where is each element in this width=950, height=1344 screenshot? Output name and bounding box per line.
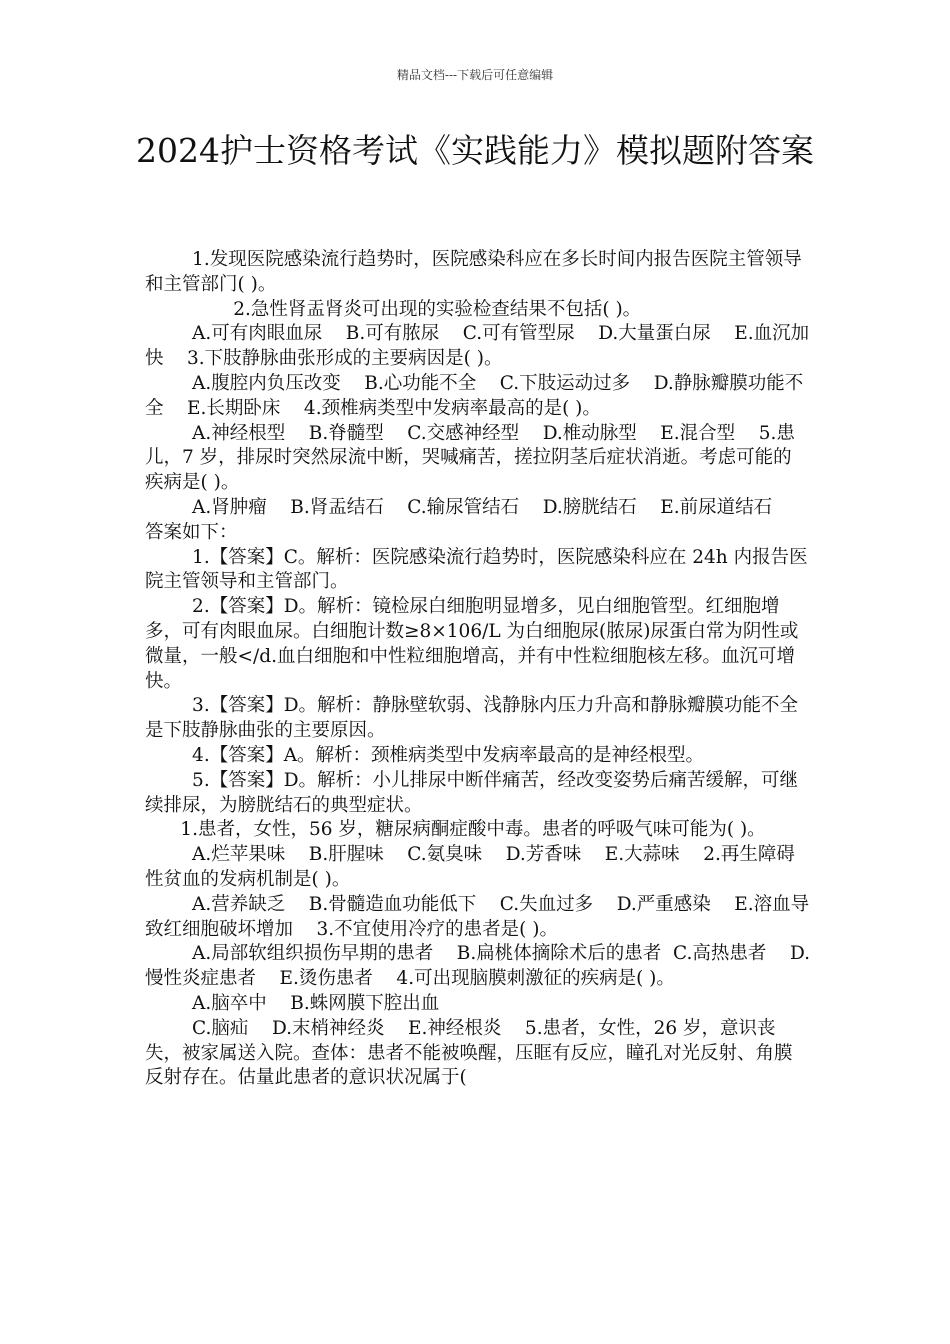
answer-5: 5.【答案】D。解析：小儿排尿中断伴痛苦，经改变姿势后痛苦缓解，可继续排尿，为膀胱结石的典型症状。 [145,769,799,816]
set2-options-q1-and-question-2: A.烂苹果味 B.肝腥味 C.氨臭味 D.芳香味 E.大蒜味 2.再生障碍性贫血的发病机制是( )。 [145,844,795,890]
set2-options-q4-part1: A.脑卒中 B.蛛网膜下腔出血 [145,992,440,1014]
answer-3: 3.【答案】D。解析：静脉壁软弱、浅静脉内压力升高和静脉瓣膜功能不全是下肢静脉曲张的主要原因。 [145,695,799,742]
set2-question-1: 1.患者，女性，56 岁，糖尿病酮症酸中毒。患者的呼吸气味可能为( )。 [145,819,766,841]
header-note: 精品文档---下载后可任意编辑 [396,68,554,82]
options-q4-and-question-5: A.神经根型 B.脊髓型 C.交感神经型 D.椎动脉型 E.混合型 5.患儿，7 岁，排尿时突然尿流中断，哭喊痛苦，搓拉阴茎后症状消逝。考虑可能的疾病是( )。 [145,422,795,494]
set2-options-q2-and-question-3: A.营养缺乏 B.骨髓造血功能低下 C.失血过多 D.严重感染 E.溶血导致红细胞破坏增加 3.不宜使用冷疗的患者是( )。 [145,893,810,940]
answer-2: 2.【答案】D。解析：镜检尿白细胞明显增多，见白细胞管型。红细胞增多，可有肉眼血尿。白细胞计数≥8×106/L 为白细胞尿(脓尿)尿蛋白常为阴性或微量，一般</d.血白细胞和中性粒细胞增高，并有中性粒细胞核左移。血沉可增快。 [145,596,799,692]
document-body [145,248,810,1091]
options-q5-and-answers-heading: A.肾肿瘤 B.肾盂结石 C.输尿管结石 D.膀胱结石 E.前尿道结石 答案如下： [145,496,796,543]
answer-1: 1.【答案】C。解析：医院感染流行趋势时，医院感染科应在 24h 内报告医院主管领导和主管部门。 [145,546,808,593]
options-q3-and-question-4: A.腹腔内负压改变 B.心功能不全 C.下肢运动过多 D.静脉瓣膜功能不全 E.长期卧床 4.颈椎病类型中发病率最高的是( )。 [145,372,804,419]
document-title: 2024护士资格考试《实践能力》模拟题附答案 [136,131,814,170]
options-q2-and-question-3: A.可有肉眼血尿 B.可有脓尿 C.可有管型尿 D.大量蛋白尿 E.血沉加快 3.下肢静脉曲张形成的主要病因是( )。 [145,323,810,370]
set2-options-q4-part2-and-question-5: C.脑疝 D.末梢神经炎 E.神经根炎 5.患者，女性，26 岁，意识丧失，被家属送入院。查体：患者不能被唤醒，压眶有反应，瞳孔对光反射、角膜反射存在。估量此患者的意识状况属于( [145,1017,793,1089]
question-1: 1.发现医院感染流行趋势时，医院感染科应在多长时间内报告医院主管领导和主管部门( )。 [145,249,802,295]
set2-options-q3-and-question-4: A.局部软组织损伤早期的患者 B.扁桃体摘除术后的患者 C.高热患者 D.慢性炎症患者 E.烫伤患者 4.可出现脑膜刺激征的疾病是( )。 [145,943,811,990]
answer-4: 4.【答案】A。解析：颈椎病类型中发病率最高的是神经根型。 [145,744,705,766]
question-2: 2.急性肾盂肾炎可出现的实验检查结果不包括( )。 [145,298,642,320]
